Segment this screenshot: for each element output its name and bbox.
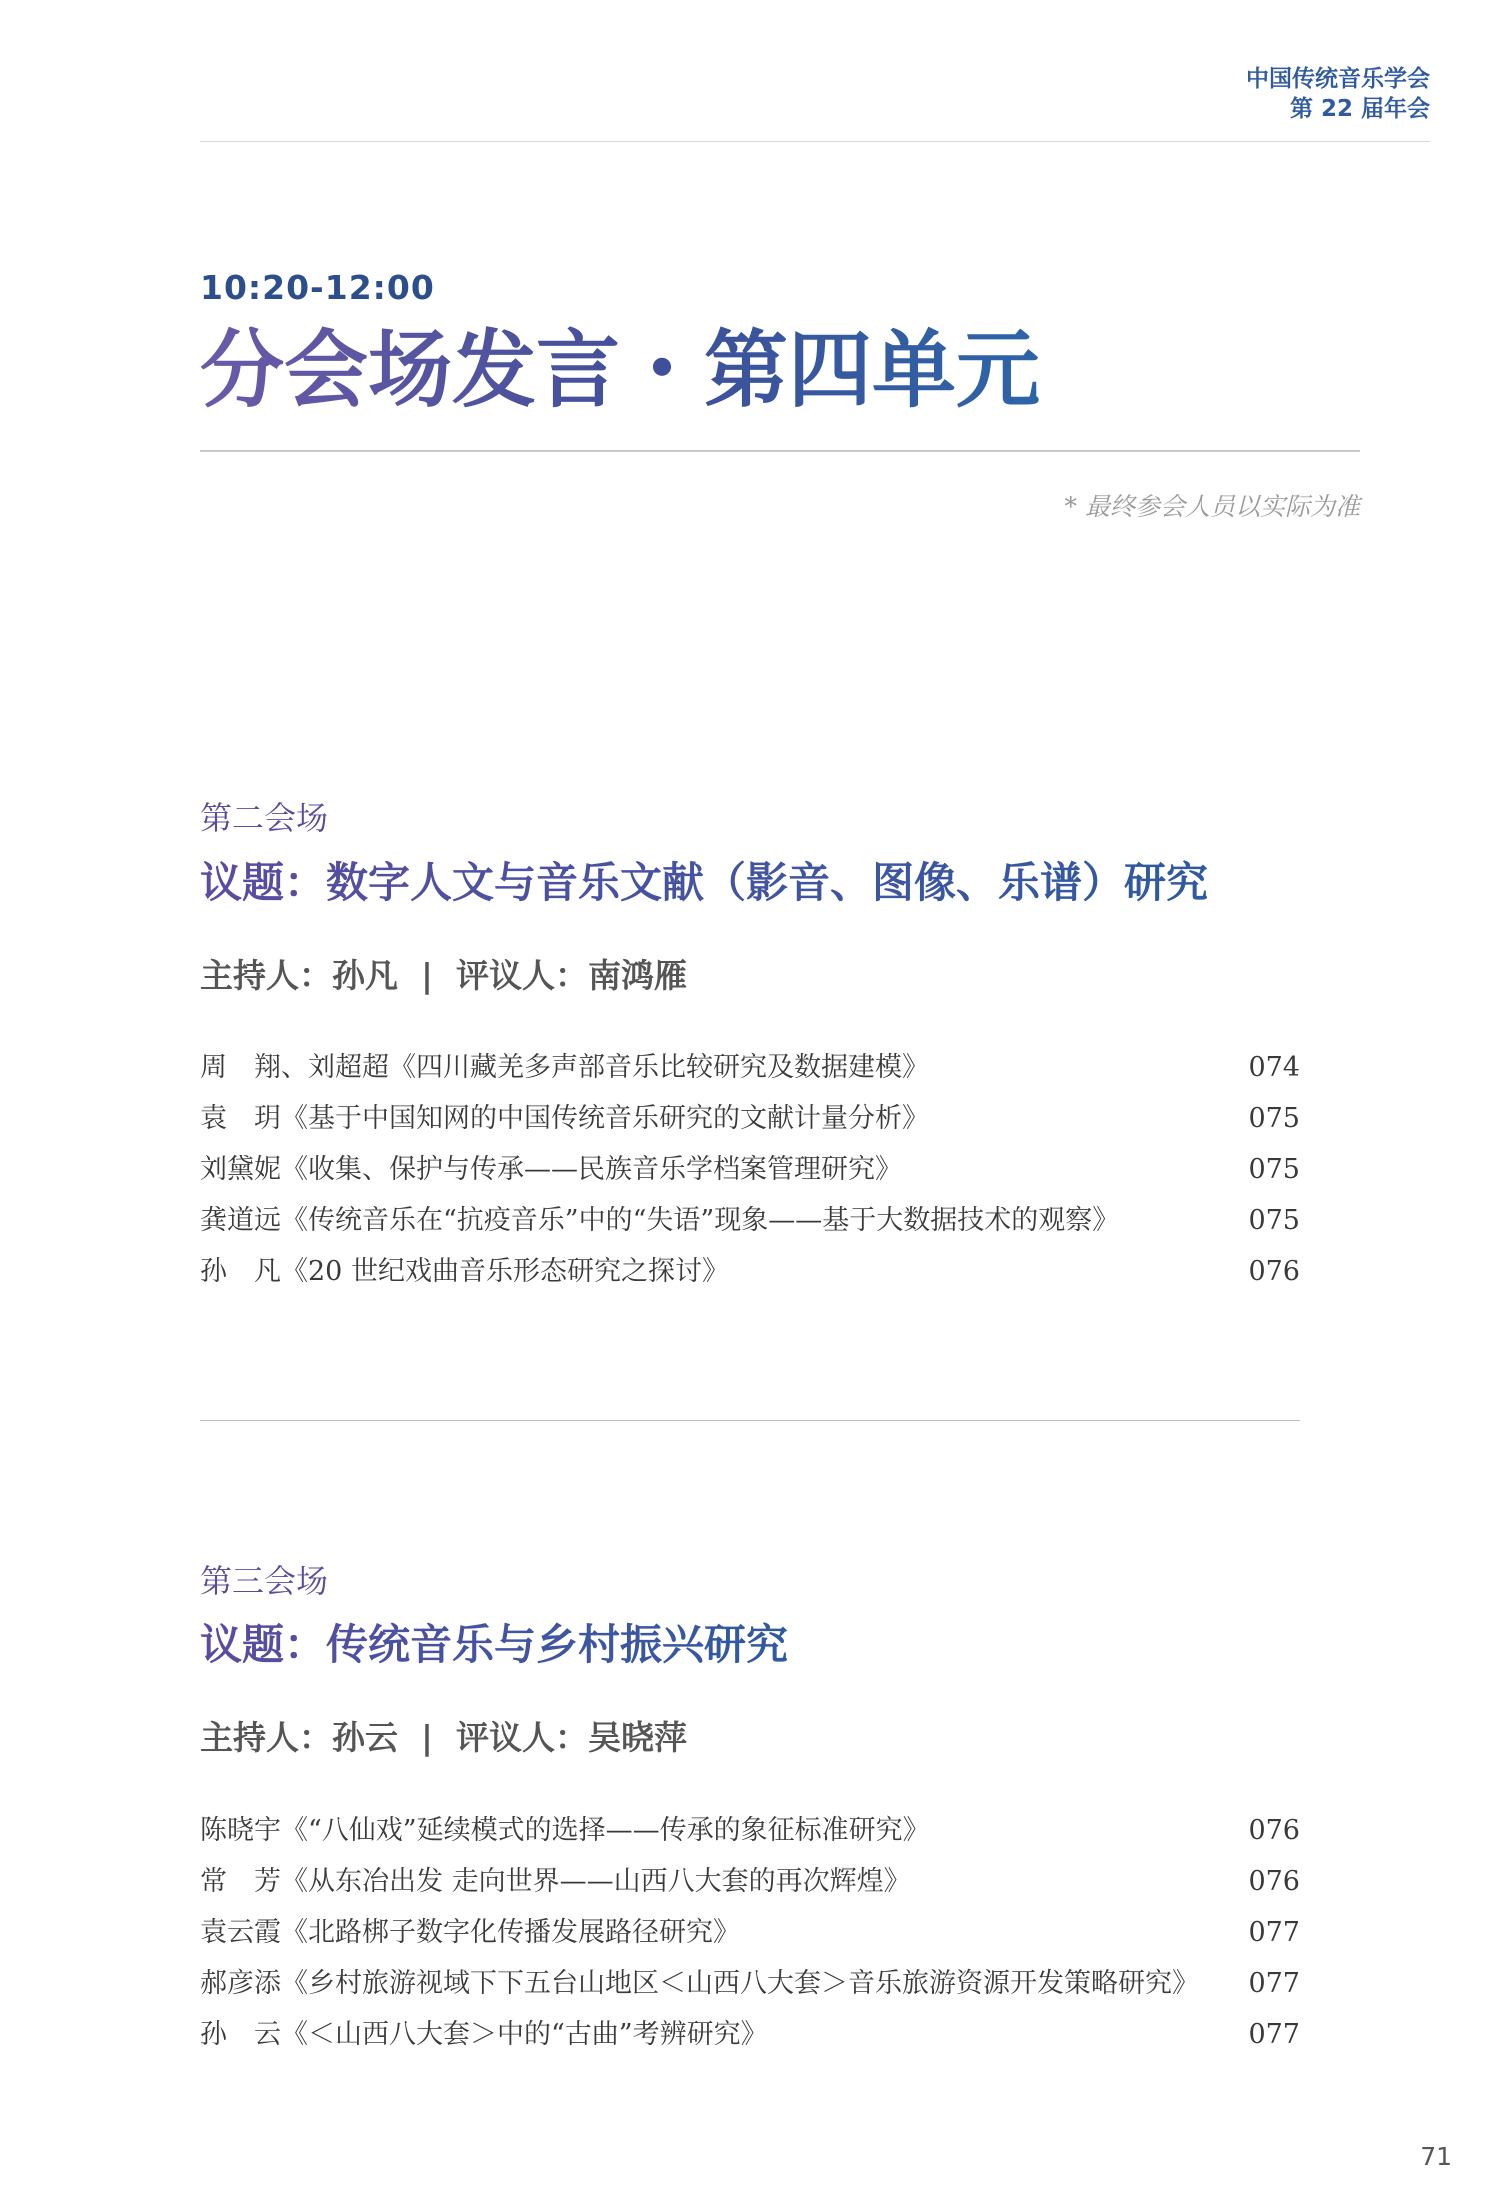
page-ref: 075 bbox=[1248, 1205, 1300, 1236]
page-ref: 077 bbox=[1248, 1917, 1300, 1948]
org-name: 中国传统音乐学会 bbox=[1246, 66, 1430, 92]
venue2-label: 第二会场 bbox=[200, 799, 329, 837]
venue2-paper-list bbox=[200, 1045, 1300, 1300]
page-number: 71 bbox=[1420, 2142, 1452, 2171]
paper-title: 周 翔、刘超超《四川藏羌多声部音乐比较研究及数据建模》 bbox=[200, 1052, 929, 1083]
page-ref: 077 bbox=[1248, 2019, 1300, 2050]
page-ref: 075 bbox=[1248, 1103, 1300, 1134]
page-ref: 076 bbox=[1248, 1815, 1300, 1846]
list-item bbox=[200, 1198, 1300, 1249]
title-divider bbox=[200, 450, 1360, 452]
paper-title: 陈晓宇《“八仙戏”延续模式的选择——传承的象征标准研究》 bbox=[200, 1815, 930, 1846]
paper-title: 袁云霞《北路梆子数字化传播发展路径研究》 bbox=[200, 1917, 740, 1948]
page-ref: 077 bbox=[1248, 1968, 1300, 1999]
list-item bbox=[200, 1910, 1300, 1961]
page-ref: 075 bbox=[1248, 1154, 1300, 1185]
venue2-topic: 议题：数字人文与音乐文献（影音、图像、乐谱）研究 bbox=[200, 856, 1208, 910]
paper-title: 孙 云《＜山西八大套＞中的“古曲”考辨研究》 bbox=[200, 2019, 768, 2050]
list-item bbox=[200, 1961, 1300, 2012]
conference-edition: 第 22 届年会 bbox=[1289, 96, 1430, 122]
paper-title: 刘黛妮《收集、保护与传承——民族音乐学档案管理研究》 bbox=[200, 1154, 902, 1185]
header-org bbox=[1246, 64, 1430, 124]
list-item bbox=[200, 1096, 1300, 1147]
list-item bbox=[200, 2012, 1300, 2063]
page-ref: 074 bbox=[1248, 1052, 1300, 1083]
list-item bbox=[200, 1249, 1300, 1300]
page-ref: 076 bbox=[1248, 1256, 1300, 1287]
session-time: 10:20-12:00 bbox=[200, 268, 435, 307]
list-item bbox=[200, 1859, 1300, 1910]
venue2-hosts: 主持人：孙凡 | 评议人：南鸿雁 bbox=[200, 956, 687, 995]
list-item bbox=[200, 1147, 1300, 1198]
venue3-label: 第三会场 bbox=[200, 1562, 329, 1600]
paper-title: 孙 凡《20 世纪戏曲音乐形态研究之探讨》 bbox=[200, 1256, 729, 1287]
list-item bbox=[200, 1045, 1300, 1096]
paper-title: 龚道远《传统音乐在“抗疫音乐”中的“失语”现象——基于大数据技术的观察》 bbox=[200, 1205, 1120, 1236]
list-item bbox=[200, 1808, 1300, 1859]
paper-title: 袁 玥《基于中国知网的中国传统音乐研究的文献计量分析》 bbox=[200, 1103, 929, 1134]
venue3-paper-list bbox=[200, 1808, 1300, 2063]
paper-title: 常 芳《从东冶出发 走向世界——山西八大套的再次辉煌》 bbox=[200, 1866, 911, 1897]
page-ref: 076 bbox=[1248, 1866, 1300, 1897]
paper-title: 郝彦添《乡村旅游视域下下五台山地区＜山西八大套＞音乐旅游资源开发策略研究》 bbox=[200, 1968, 1199, 1999]
header-divider bbox=[200, 141, 1430, 142]
venue3-topic: 议题：传统音乐与乡村振兴研究 bbox=[200, 1618, 788, 1672]
section-divider bbox=[200, 1420, 1300, 1421]
attendance-note: * 最终参会人员以实际为准 bbox=[1064, 492, 1360, 521]
venue3-hosts: 主持人：孙云 | 评议人：吴晓萍 bbox=[200, 1718, 687, 1757]
session-title: 分会场发言・第四单元 bbox=[200, 318, 1040, 422]
